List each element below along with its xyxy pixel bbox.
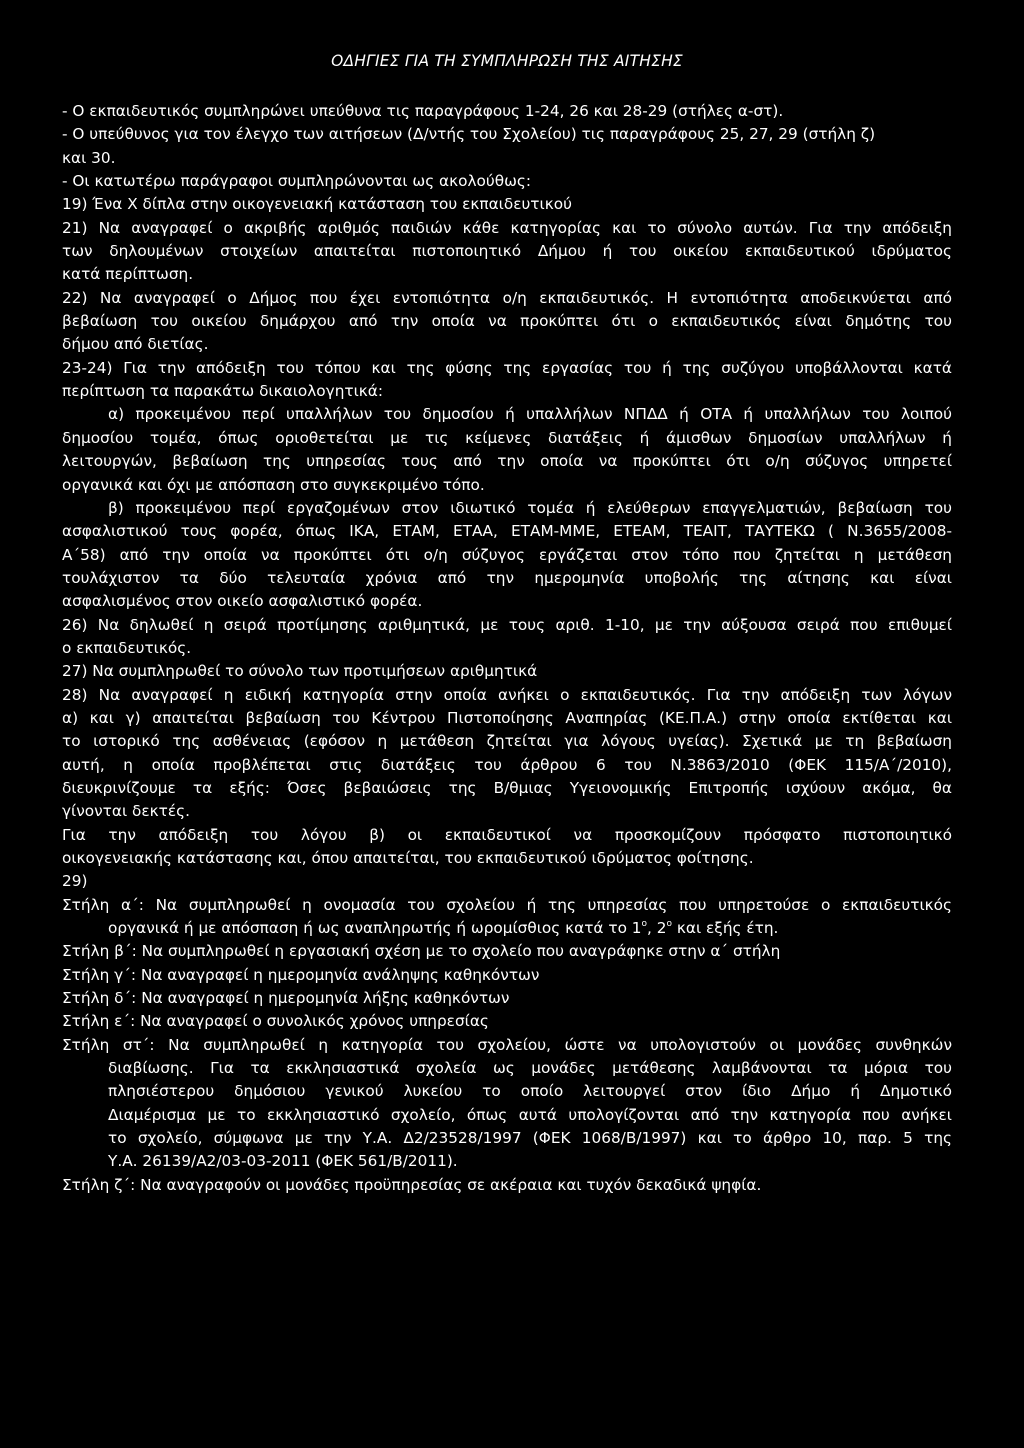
text-line: 21) Να αναγραφεί ο ακριβής αριθμός παιδιών κάθε κατηγορίας και το σύνολο αυτών. Για την απόδειξη: [62, 218, 952, 237]
text-line: λειτουργών, βεβαίωση της υπηρεσίας τους από την οποία να προκύπτει ότι ο/η σύζυγος υπηρετεί: [62, 452, 952, 471]
text-line: 28) Να αναγραφεί η ειδική κατηγορία στην οποία ανήκει ο εκπαιδευτικός. Για την απόδειξη των λόγων: [62, 685, 952, 704]
text-line: β) προκειμένου περί εργαζομένων στον ιδιωτικό τομέα ή ελεύθερων επαγγελματιών, βεβαίωση του: [108, 498, 952, 517]
text-line: Στήλη β΄: Να συμπληρωθεί η εργασιακή σχέση με το σχολείο που αναγράφηκε στην α΄ στήλη: [62, 942, 781, 961]
text-line: α) και γ) απαιτείται βεβαίωση του Κέντρου Πιστοποίησης Αναπηρίας (ΚΕ.Π.Α.) στην οποία εκτίθεται και: [62, 708, 952, 727]
text-line: Α΄58) από την οποία να προκύπτει ότι ο/η σύζυγος εργάζεται στον τόπο που ζητείται η μετάθεση: [62, 545, 952, 564]
text-segment: , 2: [647, 919, 667, 938]
document-title: ΟΔΗΓΙΕΣ ΓΙΑ ΤΗ ΣΥΜΠΛΗΡΩΣΗ ΤΗΣ ΑΙΤΗΣΗΣ: [331, 52, 683, 70]
text-line: Στήλη ζ΄: Να αναγραφούν οι μονάδες προϋπηρεσίας σε ακέραια και τυχόν δεκαδικά ψηφία.: [62, 1175, 762, 1194]
text-line: - Ο υπεύθυνος για τον έλεγχο των αιτήσεων (Δ/ντής του Σχολείου) τις παραγράφους 25, 27, 29 (στήλη ζ): [62, 125, 876, 144]
text-segment: οργανικά ή με απόσπαση ή ως αναπληρωτής ή ωρομίσθιος κατά το 1: [108, 919, 642, 938]
text-line: τουλάχιστον τα δύο τελευταία χρόνια από την ημερομηνία υποβολής της αίτησης και είναι: [62, 568, 952, 587]
document-body: [62, 100, 952, 1197]
text-line: διευκρινίζουμε τα εξής: Όσες βεβαιώσεις της Β/θμιας Υγειονομικής Επιτροπής ισχύουν ακόμα, θα: [62, 778, 952, 797]
text-line: ασφαλιστικού τους φορέα, όπως ΙΚΑ, ΕΤΑΜ, ΕΤΑΑ, ΕΤΑΜ-ΜΜΕ, ΕΤΕΑΜ, ΤΕΑΙΤ, ΤΑΥΤΕΚΩ ( Ν.3655/2008-: [62, 522, 952, 541]
text-line: αυτή, η οποία προβλέπεται στις διατάξεις του άρθρου 6 του Ν.3863/2010 (ΦΕΚ 115/Α΄/2010),: [62, 755, 952, 774]
text-line: Στήλη στ΄: Να συμπληρωθεί η κατηγορία του σχολείου, ώστε να υπολογιστούν οι μονάδες συνθηκών: [62, 1035, 952, 1054]
text-line: οικογενειακής κατάστασης και, όπου απαιτείται, του εκπαιδευτικού ιδρύματος φοίτησης.: [62, 849, 754, 867]
text-line: κατά περίπτωση.: [62, 265, 194, 284]
text-line: δήμου από διετίας.: [62, 335, 209, 354]
text-line: οργανικά και όχι με απόσπαση στο συγκεκριμένο τόπο.: [62, 475, 485, 494]
text-line: 26) Να δηλωθεί η σειρά προτίμησης αριθμητικά, με τους αριθ. 1-10, με την αύξουσα σειρά που επιθυμεί: [62, 615, 952, 634]
text-line: το ιστορικό της ασθένειας (εφόσον η μετάθεση ζητείται για λόγους υγείας). Σχετικά με τη βεβαίωση: [62, 732, 952, 751]
text-line: Στήλη α΄: Να συμπληρωθεί η ονομασία του σχολείου ή της υπηρεσίας που υπηρετούσε ο εκπαιδευτικός: [62, 895, 952, 914]
text-line: ο εκπαιδευτικός.: [62, 638, 192, 657]
text-line: Στήλη ε΄: Να αναγραφεί ο συνολικός χρόνος υπηρεσίας: [62, 1012, 489, 1031]
text-line: 23-24) Για την απόδειξη του τόπου και της φύσης της εργασίας του ή της συζύγου υποβάλλονται κατά: [62, 358, 952, 377]
text-line: - Ο εκπαιδευτικός συμπληρώνει υπεύθυνα τις παραγράφους 1-24, 26 και 28-29 (στήλες α-στ).: [62, 102, 784, 120]
text-line: α) προκειμένου περί υπαλλήλων του δημοσίου ή υπαλλήλων ΝΠΔΔ ή ΟΤΑ ή υπαλλήλων του λοιπού: [108, 405, 952, 424]
text-line: των δηλουμένων στοιχείων απαιτείται πιστοποιητικό Δήμου ή του οικείου εκπαιδευτικού ιδρύματος: [62, 242, 952, 261]
text-line: 22) Να αναγραφεί ο Δήμος που έχει εντοπιότητα ο/η εκπαιδευτικός. Η εντοπιότητα αποδεικνύεται από: [62, 288, 952, 307]
text-line: γίνονται δεκτές.: [62, 802, 190, 821]
text-line: περίπτωση τα παρακάτω δικαιολογητικά:: [62, 382, 384, 401]
text-line: 19) Ένα Χ δίπλα στην οικογενειακή κατάσταση του εκπαιδευτικού: [62, 195, 572, 214]
text-line: το σχολείο, σύμφωνα με την Υ.Α. Δ2/23528/1997 (ΦΕΚ 1068/Β/1997) και το άρθρο 10, παρ. 5 της: [108, 1129, 952, 1148]
text-line: βεβαίωση του οικείου δημάρχου από την οποία να προκύπτει ότι ο εκπαιδευτικός είναι δημότης του: [62, 312, 952, 331]
superscript: ο: [666, 919, 673, 930]
text-line: Υ.Α. 26139/Α2/03-03-2011 (ΦΕΚ 561/Β/2011).: [108, 1152, 458, 1171]
text-line: Για την απόδειξη του λόγου β) οι εκπαιδευτικοί να προσκομίζουν πρόσφατο πιστοποιητικό: [62, 825, 952, 844]
text-line: Στήλη δ΄: Να αναγραφεί η ημερομηνία λήξης καθηκόντων: [62, 989, 510, 1008]
text-segment: και εξής έτη.: [672, 919, 779, 938]
text-line: 29): [62, 872, 88, 891]
text-line: διαβίωσης. Για τα εκκλησιαστικά σχολεία ως μονάδες μετάθεσης λαμβάνονται τα μόρια του: [108, 1059, 952, 1078]
text-line: Διαμέρισμα με το εκκλησιαστικό σχολείο, όπως αυτά υπολογίζονται από την κατηγορία που ανήκει: [108, 1105, 952, 1124]
superscript: ο: [641, 919, 648, 930]
text-line: ασφαλισμένος στον οικείο ασφαλιστικό φορέα.: [62, 592, 423, 611]
text-line: 27) Να συμπληρωθεί το σύνολο των προτιμήσεων αριθμητικά: [62, 662, 538, 681]
text-line: [62, 917, 952, 940]
text-line: - Οι κατωτέρω παράγραφοι συμπληρώνονται ως ακολούθως:: [62, 172, 532, 191]
text-line: δημοσίου τομέα, όπως οριοθετείται με τις κείμενες διατάξεις ή άμισθων δημοσίων υπαλλήλων ή: [62, 428, 952, 447]
text-line: πλησιέστερου δημόσιου γενικού λυκείου το οποίο λειτουργεί στον ίδιο Δήμο ή Δημοτικό: [108, 1082, 952, 1101]
text-line: Στήλη γ΄: Να αναγραφεί η ημερομηνία ανάληψης καθηκόντων: [62, 965, 540, 984]
text-line: και 30.: [62, 148, 116, 167]
